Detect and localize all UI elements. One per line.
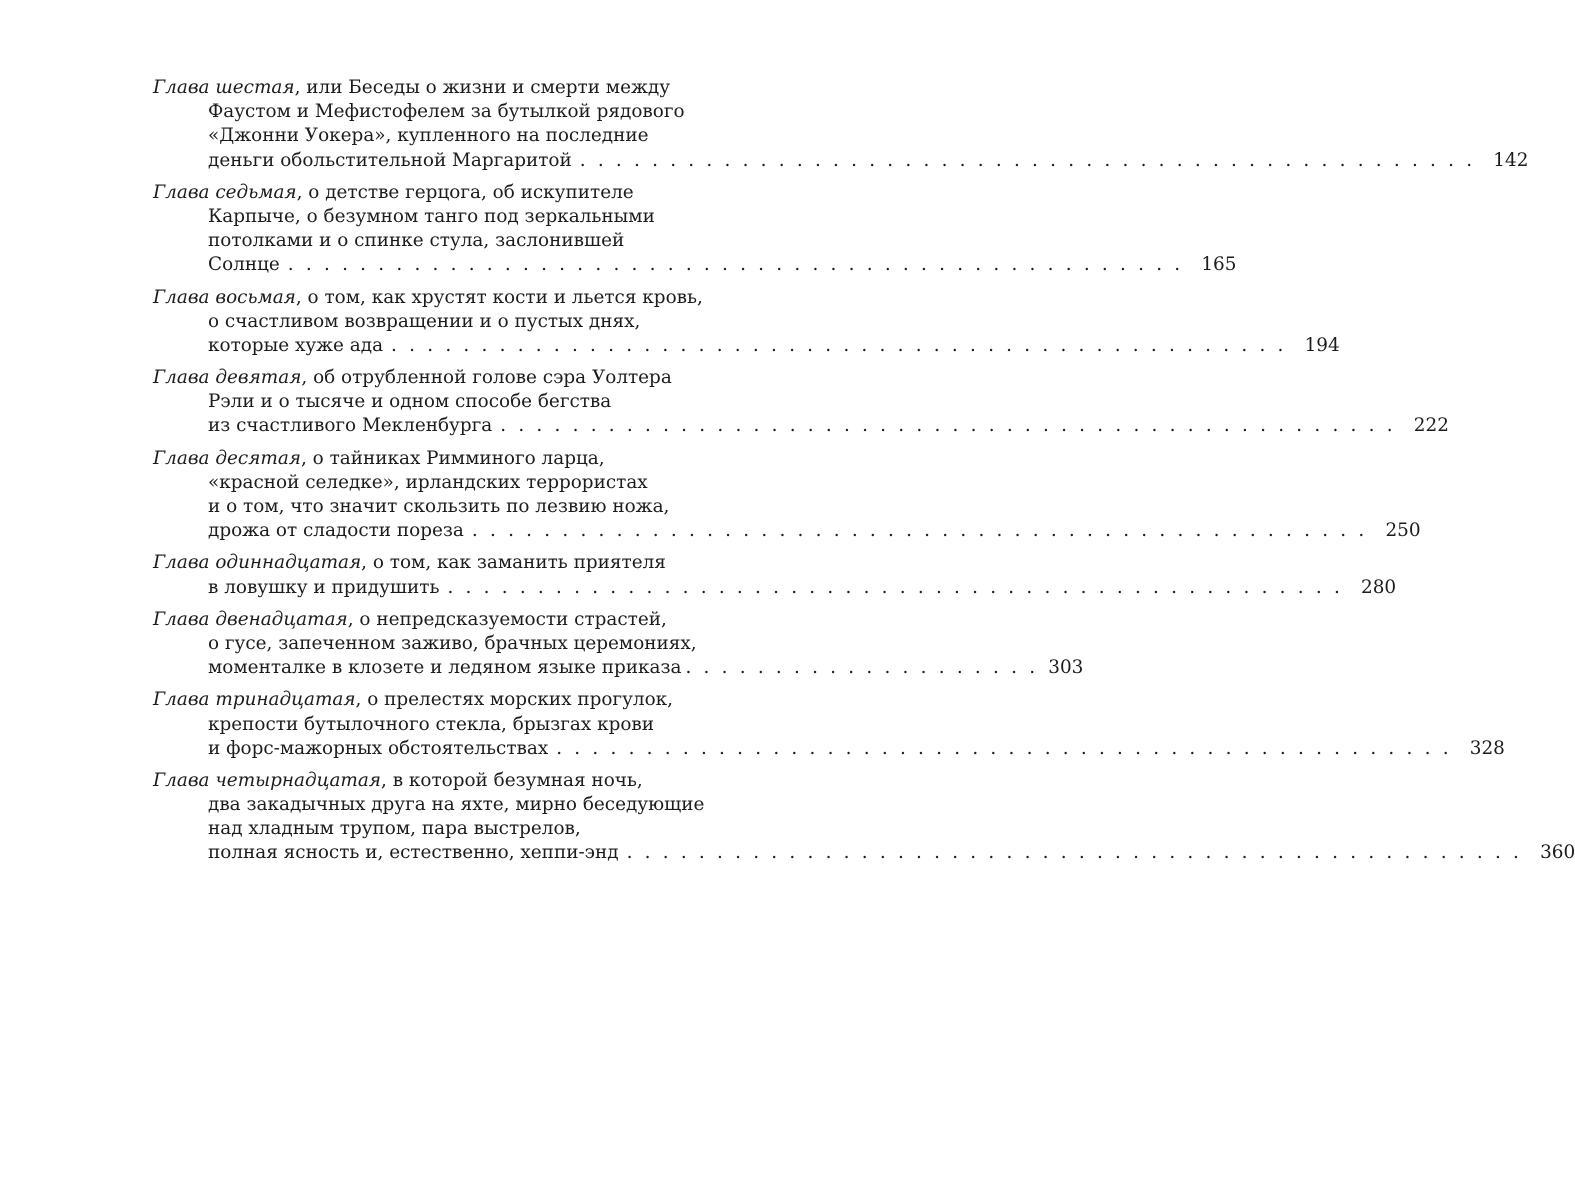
toc-entry-last-line bbox=[153, 334, 1340, 358]
chapter-description-line: над хладным трупом, пара выстрелов, bbox=[208, 818, 581, 840]
chapter-description-line: деньги обольстительной Маргаритой bbox=[208, 149, 572, 171]
toc-entry-13 bbox=[153, 688, 1505, 761]
chapter-description-line: дрожа от сладости пореза bbox=[208, 520, 464, 542]
page-number: 360 bbox=[1540, 842, 1575, 864]
page-number: 142 bbox=[1493, 149, 1529, 171]
chapter-description-line: два закадычных друга на яхте, мирно беседующие bbox=[208, 794, 705, 816]
toc-entry-last-line bbox=[153, 737, 1505, 761]
chapter-description: , в которой безумная ночь, bbox=[381, 769, 643, 791]
toc-entry-last-line bbox=[153, 414, 1449, 438]
dot-leader: . . . . . . . . . . . . . . . . . . . . bbox=[685, 657, 1039, 679]
chapter-description-line: которые хуже ада bbox=[208, 334, 384, 356]
chapter-label: Глава седьмая bbox=[153, 181, 297, 203]
toc-entry-last-line bbox=[153, 656, 1084, 680]
toc-entry-first-line bbox=[153, 688, 723, 712]
toc-entry-last-line bbox=[153, 841, 1575, 865]
dot-leader: . . . . . . . . . . . . . . . . . . . . . . . . . . . . . . . . . . . . . . . . . . . . . . . . . . bbox=[471, 520, 1368, 542]
chapter-description-line: о гусе, запеченном заживо, брачных церемониях, bbox=[208, 632, 697, 654]
table-of-contents bbox=[153, 76, 1575, 874]
page-number: 165 bbox=[1201, 254, 1237, 276]
dot-leader: . . . . . . . . . . . . . . . . . . . . . . . . . . . . . . . . . . . . . . . . . . . . . . . . . . bbox=[287, 254, 1184, 276]
chapter-label: Глава шестая bbox=[153, 77, 295, 98]
page-number: 222 bbox=[1413, 415, 1449, 437]
chapter-label: Глава восьмая bbox=[153, 286, 296, 308]
chapter-description: , или Беседы о жизни и смерти между bbox=[294, 77, 671, 98]
toc-entry-first-line bbox=[153, 76, 723, 100]
chapter-description: , о том, как хрустят кости и льется кровь, bbox=[295, 286, 703, 308]
chapter-description: , о непредсказуемости страстей, bbox=[347, 608, 667, 630]
toc-entry-last-line bbox=[153, 576, 1397, 600]
chapter-description-line: Рэли и о тысяче и одном способе бегства bbox=[208, 391, 612, 413]
chapter-label: Глава одиннадцатая bbox=[153, 552, 362, 574]
chapter-label: Глава десятая bbox=[153, 447, 301, 469]
toc-entry-9 bbox=[153, 366, 1449, 439]
chapter-description-line: «Джонни Уокера», купленного на последние bbox=[208, 125, 649, 147]
page-number: 194 bbox=[1304, 334, 1340, 356]
chapter-description-line: Фаустом и Мефистофелем за бутылкой рядового bbox=[208, 101, 685, 123]
chapter-label: Глава двенадцатая bbox=[153, 608, 348, 630]
dot-leader: . . . . . . . . . . . . . . . . . . . . . . . . . . . . . . . . . . . . . . . . . . . . . . . . . . bbox=[500, 415, 1396, 437]
dot-leader: . . . . . . . . . . . . . . . . . . . . . . . . . . . . . . . . . . . . . . . . . . . . . . . . . . bbox=[447, 576, 1344, 598]
toc-entry-last-line bbox=[153, 519, 1421, 543]
chapter-label: Глава тринадцатая bbox=[153, 689, 356, 711]
chapter-description-line: и о том, что значит скользить по лезвию ножа, bbox=[208, 496, 670, 517]
toc-entry-first-line bbox=[153, 608, 723, 632]
page-number: 303 bbox=[1048, 657, 1084, 679]
chapter-description: , о том, как заманить приятеля bbox=[361, 552, 666, 574]
chapter-description: , об отрубленной голове сэра Уолтера bbox=[301, 367, 672, 389]
toc-entry-first-line bbox=[153, 769, 723, 793]
chapter-description: , о прелестях морских прогулок, bbox=[355, 689, 673, 711]
toc-entry-first-line bbox=[153, 447, 723, 471]
chapter-description-line: моменталке в клозете и ледяном языке приказа bbox=[208, 657, 682, 679]
chapter-description-line: Карпыче, о безумном танго под зеркальными bbox=[208, 205, 655, 227]
chapter-description-line: потолками и о спинке стула, заслонившей bbox=[208, 230, 625, 252]
dot-leader: . . . . . . . . . . . . . . . . . . . . . . . . . . . . . . . . . . . . . . . . . . . . . . . . . . bbox=[579, 149, 1476, 171]
toc-entry-last-line bbox=[153, 253, 1237, 277]
toc-entry-7 bbox=[153, 181, 1237, 278]
chapter-description-line: полная ясность и, естественно, хеппи-энд bbox=[208, 842, 619, 864]
toc-entry-14 bbox=[153, 769, 1575, 866]
toc-entry-first-line bbox=[153, 551, 723, 575]
chapter-description: , о детстве герцога, об искупителе bbox=[296, 181, 634, 203]
chapter-label: Глава четырнадцатая bbox=[153, 769, 381, 791]
toc-entry-first-line bbox=[153, 181, 723, 205]
toc-entry-11 bbox=[153, 551, 1397, 599]
chapter-description: , о тайниках Римминого ларца, bbox=[300, 447, 605, 469]
toc-entry-8 bbox=[153, 286, 1340, 359]
toc-entry-6 bbox=[153, 76, 1529, 173]
dot-leader: . . . . . . . . . . . . . . . . . . . . . . . . . . . . . . . . . . . . . . . . . . . . . . . . . . bbox=[626, 842, 1523, 864]
dot-leader: . . . . . . . . . . . . . . . . . . . . . . . . . . . . . . . . . . . . . . . . . . . . . . . . . . bbox=[391, 334, 1287, 356]
toc-entry-first-line bbox=[153, 286, 723, 310]
chapter-description-line: о счастливом возвращении и о пустых днях, bbox=[208, 310, 641, 332]
page-number: 280 bbox=[1361, 576, 1397, 598]
chapter-description-line: в ловушку и придушить bbox=[208, 576, 440, 598]
chapter-description-line: Солнце bbox=[208, 254, 280, 276]
toc-entry-10 bbox=[153, 447, 1421, 544]
toc-entry-last-line bbox=[153, 149, 1529, 173]
dot-leader: . . . . . . . . . . . . . . . . . . . . . . . . . . . . . . . . . . . . . . . . . . . . . . . . . . bbox=[556, 737, 1452, 759]
chapter-label: Глава девятая bbox=[153, 367, 302, 389]
chapter-description-line: и форс-мажорных обстоятельствах bbox=[208, 737, 549, 759]
toc-entry-12 bbox=[153, 608, 1084, 681]
page-number: 250 bbox=[1385, 520, 1421, 542]
chapter-description-line: из счастливого Мекленбурга bbox=[208, 415, 493, 437]
chapter-description-line: «красной селедке», ирландских террористах bbox=[208, 471, 648, 493]
chapter-description-line: крепости бутылочного стекла, брызгах крови bbox=[208, 713, 655, 735]
page-number: 328 bbox=[1469, 737, 1505, 759]
toc-entry-first-line bbox=[153, 366, 723, 390]
